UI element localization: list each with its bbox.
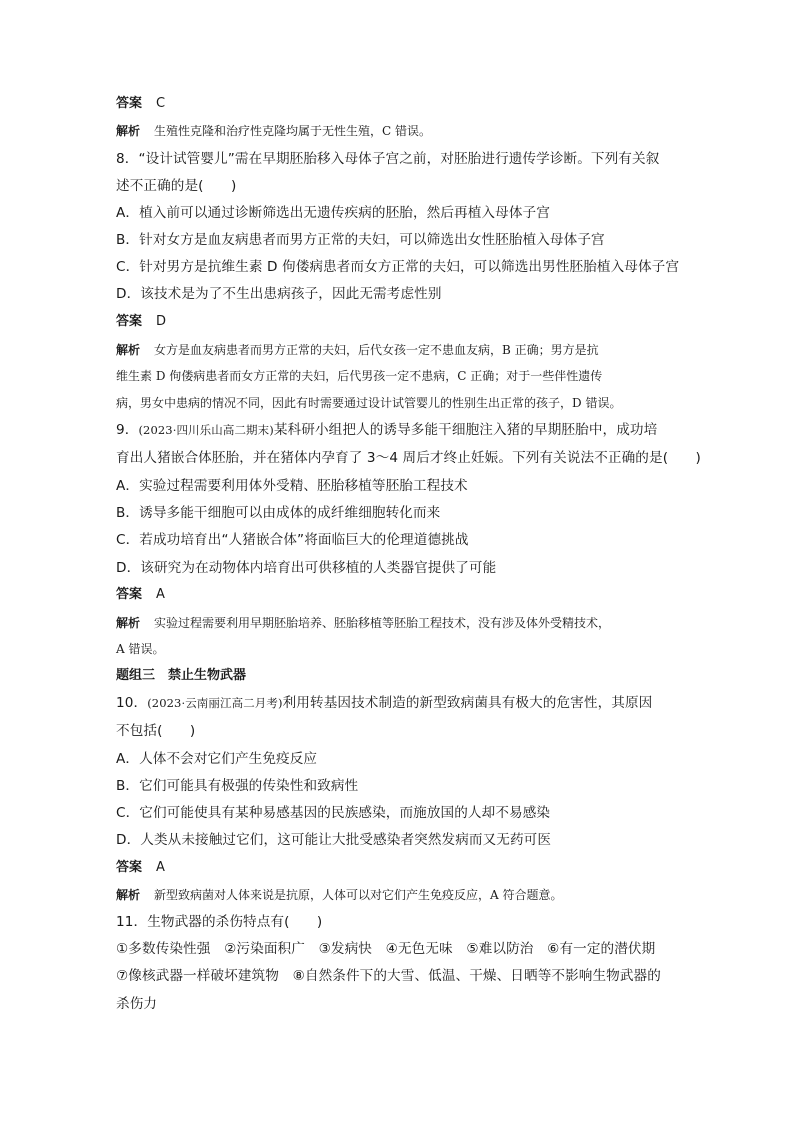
q8-stem-line-1: 8．“设计试管婴儿”需在早期胚胎移入母体子宫之前，对胚胎进行遗传学诊断。下列有关叙 xyxy=(116,151,660,167)
q8-stem-line-2: 述不正确的是( ) xyxy=(116,178,237,194)
answer-line xyxy=(116,94,686,114)
answer-label: 答案 xyxy=(116,587,143,602)
analysis-label: 解析 xyxy=(116,888,141,902)
q8-analysis-text-1: 女方是血友病患者而男方正常的夫妇，后代女孩一定不患血友病，B 正确；男方是抗 xyxy=(154,343,599,357)
q9-analysis-line-2: A 错误。 xyxy=(116,642,165,656)
q9-option-b: B．诱导多能干细胞可以由成体的成纤维细胞转化而来 xyxy=(116,505,441,521)
q10-stem-line-1 xyxy=(116,693,686,713)
section-heading: 题组三 禁止生物武器 xyxy=(116,668,247,683)
q8-option-a: A．植入前可以通过诊断筛选出无遗传疾病的胚胎，然后再植入母体子宫 xyxy=(116,205,550,221)
q10-number: 10． xyxy=(116,695,148,711)
analysis-text: 生殖性克隆和治疗性克隆均属于无性生殖，C 错误。 xyxy=(154,124,432,138)
q9-option-c: C．若成功培育出“人猪嵌合体”将面临巨大的伦理道德挑战 xyxy=(116,532,469,548)
analysis-label: 解析 xyxy=(116,343,141,357)
q9-stem-text: 某科研小组把人的诱导多能干细胞注入猪的早期胚胎中，成功培 xyxy=(273,422,658,438)
q9-analysis-text-1: 实验过程需要利用早期胚胎培养、胚胎移植等胚胎工程技术，没有涉及体外受精技术， xyxy=(154,616,611,630)
q9-answer-line xyxy=(116,585,686,605)
q10-answer-line xyxy=(116,858,686,878)
q8-analysis-line-1 xyxy=(116,340,686,360)
q11-stem-line-1: 11．生物武器的杀伤特点有( ) xyxy=(116,914,323,930)
q9-analysis-line-1 xyxy=(116,613,686,633)
answer-value: C xyxy=(156,96,166,111)
q9-stem-line-2: 育出人猪嵌合体胚胎，并在猪体内孕育了 3～4 周后才终止妊娠。下列有关说法不正确的是( ) xyxy=(116,450,701,466)
q10-analysis-line xyxy=(116,885,686,905)
q9-option-a: A．实验过程需要利用体外受精、胚胎移植等胚胎工程技术 xyxy=(116,478,468,494)
answer-label: 答案 xyxy=(116,860,143,875)
answer-label: 答案 xyxy=(116,314,143,329)
q11-items-line-1: ①多数传染性强 ②污染面积广 ③发病快 ④无色无味 ⑤难以防治 ⑥有一定的潜伏期 xyxy=(116,941,656,957)
q11-items-line-2: ⑦像核武器一样破坏建筑物 ⑧自然条件下的大雪、低温、干燥、日晒等不影响生物武器的 xyxy=(116,968,661,984)
q10-option-a: A．人体不会对它们产生免疫反应 xyxy=(116,751,318,767)
q10-option-b: B．它们可能具有极强的传染性和致病性 xyxy=(116,778,359,794)
q11-items-line-3: 杀伤力 xyxy=(116,996,158,1012)
q10-option-c: C．它们可能使具有某种易感基因的民族感染，而施放国的人却不易感染 xyxy=(116,805,551,821)
q8-analysis-line-2: 维生素 D 佝偻病患者而女方正常的夫妇，后代男孩一定不患病，C 正确；对于一些伴性遗传 xyxy=(116,369,603,383)
analysis-label: 解析 xyxy=(116,616,141,630)
q9-option-d: D．该研究为在动物体内培育出可供移植的人类器官提供了可能 xyxy=(116,560,497,576)
q9-answer-value: A xyxy=(156,587,165,602)
q9-stem-line-1 xyxy=(116,420,686,440)
q8-option-b: B．针对女方是血友病患者而男方正常的夫妇，可以筛选出女性胚胎植入母体子宫 xyxy=(116,232,605,248)
q8-answer-value: D xyxy=(156,314,167,329)
analysis-label: 解析 xyxy=(116,124,141,138)
q8-option-d: D．该技术是为了不生出患病孩子，因此无需考虑性别 xyxy=(116,286,442,302)
q8-option-c: C．针对男方是抗维生素 D 佝偻病患者而女方正常的夫妇，可以筛选出男性胚胎植入母体子宫 xyxy=(116,259,680,275)
answer-label: 答案 xyxy=(116,96,143,111)
q10-source: (2023·云南丽江高二月考) xyxy=(147,696,283,710)
q10-analysis-text: 新型致病菌对人体来说是抗原，人体可以对它们产生免疫反应，A 符合题意。 xyxy=(154,888,563,902)
q10-option-d: D．人类从未接触过它们，这可能让大批受感染者突然发病而又无药可医 xyxy=(116,832,552,848)
q8-analysis-line-3: 病，男女中患病的情况不同，因此有时需要通过设计试管婴儿的性别生出正常的孩子，D 错误。 xyxy=(116,396,622,410)
analysis-line xyxy=(116,121,686,141)
q9-source: (2023·四川乐山高二期末) xyxy=(138,423,274,437)
q10-stem-text: 利用转基因技术制造的新型致病菌具有极大的危害性，其原因 xyxy=(282,695,653,711)
q9-number: 9． xyxy=(116,422,139,438)
q8-answer-line xyxy=(116,312,686,332)
q10-stem-line-2: 不包括( ) xyxy=(116,723,196,739)
q10-answer-value: A xyxy=(156,860,165,875)
